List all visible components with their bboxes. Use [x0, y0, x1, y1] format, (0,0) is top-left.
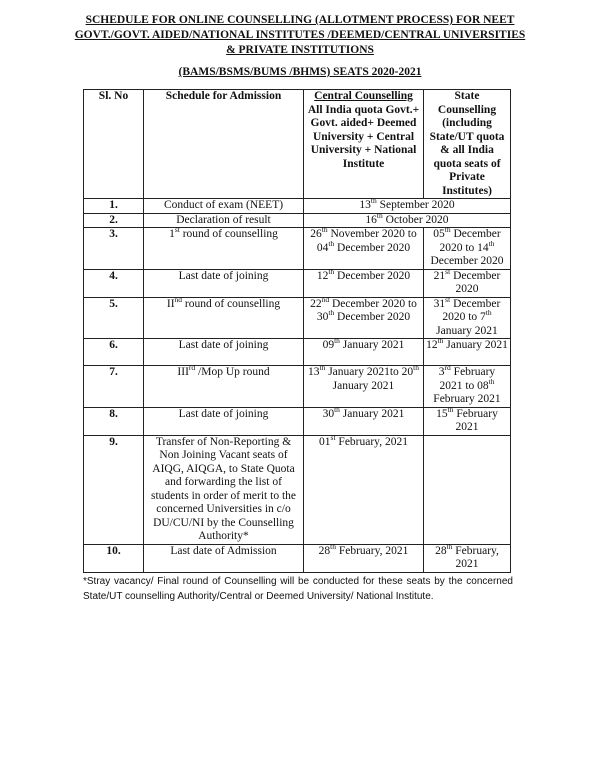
row-number: 5.: [84, 297, 144, 339]
row-state-date: 15th February 2021: [424, 407, 511, 435]
header-central: [304, 90, 424, 199]
row-central-date: 01st February, 2021: [304, 435, 424, 544]
row-central-date: 13th January 2021to 20th January 2021: [304, 366, 424, 408]
row-merged-date: 13th September 2020: [304, 199, 511, 214]
row-state-date: 31st December 2020 to 7th January 2021: [424, 297, 511, 339]
document-subtitle: (BAMS/BSMS/BUMS /BHMS) SEATS 2020-2021: [178, 66, 422, 78]
row-number: 2.: [84, 213, 144, 228]
row-schedule: Last date of Admission: [144, 544, 304, 572]
row-number: 3.: [84, 228, 144, 270]
header-central-title: Central Counselling: [314, 90, 413, 102]
table-row: [84, 297, 511, 339]
table-row: [84, 228, 511, 270]
header-central-desc: All India quota Govt.+ Govt. aided+ Deemed University + Central University + National Institute: [307, 103, 420, 170]
row-number: 9.: [84, 435, 144, 544]
row-central-date: 30th January 2021: [304, 407, 424, 435]
row-number: 1.: [84, 199, 144, 214]
table-row: [84, 339, 511, 366]
footnote: *Stray vacancy/ Final round of Counselling will be conducted for these seats by the concerned State/UT counselling Authority/Central or Deemed University/ National Institute.: [83, 576, 513, 602]
row-schedule: IInd round of counselling: [144, 297, 304, 339]
table-row: [84, 366, 511, 408]
table-row: [84, 544, 511, 572]
table-row: [84, 435, 511, 544]
row-number: 8.: [84, 407, 144, 435]
row-number: 10.: [84, 544, 144, 572]
row-state-date: 12th January 2021: [424, 339, 511, 366]
row-central-date: 12th December 2020: [304, 269, 424, 297]
row-central-date: 22nd December 2020 to 30th December 2020: [304, 297, 424, 339]
row-number: 7.: [84, 366, 144, 408]
table-row: [84, 199, 511, 214]
document-title: SCHEDULE FOR ONLINE COUNSELLING (ALLOTMENT PROCESS) FOR NEET GOVT./GOVT. AIDED/NATIONAL INSTITUTES /DEEMED/CENTRAL UNIVERSITIES & PRIVATE INSTITUTIONS: [74, 14, 526, 56]
header-state: State Counselling (including State/UT quota & all India quota seats of Private Institutes): [424, 90, 511, 199]
table-header-row: [84, 90, 511, 199]
row-state-date: 3rd February 2021 to 08th February 2021: [424, 366, 511, 408]
header-schedule: Schedule for Admission: [144, 90, 304, 199]
table-row: [84, 407, 511, 435]
row-number: 4.: [84, 269, 144, 297]
row-schedule: Last date of joining: [144, 269, 304, 297]
row-schedule: IIIrd /Mop Up round: [144, 366, 304, 408]
table-row: [84, 269, 511, 297]
schedule-table: [83, 89, 511, 573]
row-merged-date: 16th October 2020: [304, 213, 511, 228]
row-schedule: Transfer of Non-Reporting & Non Joining Vacant seats of AIQG, AIQGA, to State Quota and forwarding the list of students in order of merit to the concerned Universities in c/o DU/CU/NI by the Counselling Authority*: [144, 435, 304, 544]
row-schedule: 1st round of counselling: [144, 228, 304, 270]
row-central-date: 09th January 2021: [304, 339, 424, 366]
row-schedule: Last date of joining: [144, 339, 304, 366]
row-schedule: Conduct of exam (NEET): [144, 199, 304, 214]
row-schedule: Last date of joining: [144, 407, 304, 435]
row-state-date: 21st December 2020: [424, 269, 511, 297]
row-state-date: [424, 435, 511, 544]
row-central-date: 26th November 2020 to 04th December 2020: [304, 228, 424, 270]
row-state-date: 28th February, 2021: [424, 544, 511, 572]
row-state-date: 05th December 2020 to 14th December 2020: [424, 228, 511, 270]
row-schedule: Declaration of result: [144, 213, 304, 228]
header-sl-no: Sl. No: [84, 90, 144, 199]
row-number: 6.: [84, 339, 144, 366]
row-central-date: 28th February, 2021: [304, 544, 424, 572]
